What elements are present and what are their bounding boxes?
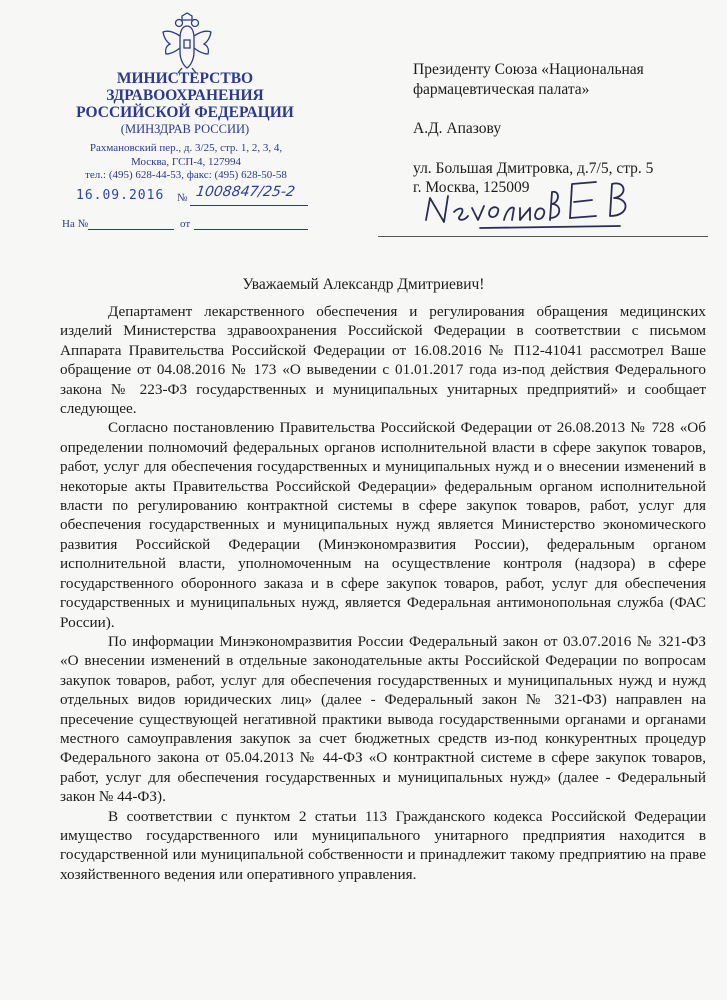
- ministry-title-line: ЗДРАВООХРАНЕНИЯ: [106, 87, 264, 104]
- outgoing-number: 1008847/25-2: [194, 184, 296, 200]
- paragraph: По информации Минэкономразвития России Федеральный закон от 03.07.2016 № 321-ФЗ «О внесении изменений в отдельные законодательные акты Российской Федерации по вопросам закупок товаров, работ, услуг для обеспечения государственных и муниципальных нужд и нужд отдельных видов юридических лиц» (далее - Федеральный закон № 321-ФЗ) направлен на пресечение существующей негативной практики вывода государственными органами и органами местного самоуправления закупок за счет бюджетных средств из-под конкурентных процедур Федерального закона от 05.04.2013 № 44-ФЗ «О контрактной системе в сфере закупок товаров, работ, услуг для обеспечения государственных и муниципальных нужд» (далее - Федеральный закон № 44-ФЗ).: [60, 632, 706, 806]
- salutation: Уважаемый Александр Дмитриевич!: [242, 276, 485, 293]
- ministry-title: [60, 70, 310, 121]
- date-stamp: 16.09.2016: [76, 188, 165, 203]
- ministry-title-line: РОССИЙСКОЙ ФЕДЕРАЦИИ: [76, 104, 294, 121]
- handwritten-resolution: [420, 172, 690, 234]
- number-label: №: [177, 192, 188, 204]
- letter-body: [60, 302, 706, 884]
- paragraph: В соответствии с пунктом 2 статьи 113 Гражданского кодекса Российской Федерации имущество государственного или муниципального унитарного предприятия находится в государственной или муниципальной собственности и принадлежит такому предприятию на праве хозяйственного ведения или оперативного управления.: [60, 807, 706, 883]
- address-line: тел.: (495) 628-44-53, факс: (495) 628-50-58: [85, 169, 287, 181]
- number-blank-line: [190, 205, 308, 206]
- recipient-address-line: г. Москва, 125009: [413, 179, 530, 196]
- double-headed-eagle-icon: [160, 12, 214, 74]
- recipient-address-line: ул. Большая Дмитровка, д.7/5, стр. 5: [413, 159, 654, 177]
- recipient-org: Президенту Союза «Национальная фармацевтическая палата»: [413, 61, 644, 98]
- recipient-name: А.Д. Апазову: [413, 120, 502, 137]
- paragraph: Согласно постановлению Правительства Российской Федерации от 26.08.2013 № 728 «Об определении полномочий федеральных органов исполнительной власти в сфере закупок товаров, работ, услуг для обеспечения государственных и муниципальных нужд и о внесении изменений в некоторые акты Правительства Российской Федерации» федеральным органом исполнительной власти по регулированию контрактной системы в сфере закупок товаров, работ, услуг для обеспечения государственных и муниципальных нужд является Министерство экономического развития Российской Федерации (Минэкономразвития России), федеральным органом исполнительной власти, уполномоченным на осуществление контроля (надзора) в сфере государственного оборонного заказа и в сфере закупок товаров, работ, услуг для обеспечения государственных и муниципальных нужд, является Федеральная антимонопольная служба (ФАС России).: [60, 419, 706, 631]
- from-label: от: [180, 218, 191, 230]
- reply-date-blank: [194, 229, 308, 230]
- ministry-title-line: МИНИСТЕРСТВО: [116, 70, 254, 87]
- reply-reference-line: [62, 218, 308, 234]
- ministry-short-name: (МИНЗДРАВ РОССИИ): [120, 122, 250, 136]
- address-line: Рахмановский пер., д. 3/25, стр. 1, 2, 3, 4,: [89, 142, 283, 154]
- ministry-address: [58, 142, 314, 183]
- reply-number-blank: [88, 229, 174, 230]
- registration-line: [62, 184, 308, 210]
- reply-to-label: На №: [62, 218, 89, 230]
- address-line: Москва, ГСП-4, 127994: [130, 155, 242, 168]
- paragraph: Департамент лекарственного обеспечения и регулирования обращения медицинских изделий Министерства здравоохранения Российской Федерации в соответствии с письмом Аппарата Правительства Российской Федерации от 16.08.2016 № П12-41041 рассмотрел Ваше обращение от 04.08.2016 № 173 «О выведении с 01.01.2017 года из-под действия Федерального закона № 223-ФЗ государственных и муниципальных унитарных предприятий» и сообщает следующее.: [60, 303, 706, 418]
- divider-line: [378, 236, 708, 237]
